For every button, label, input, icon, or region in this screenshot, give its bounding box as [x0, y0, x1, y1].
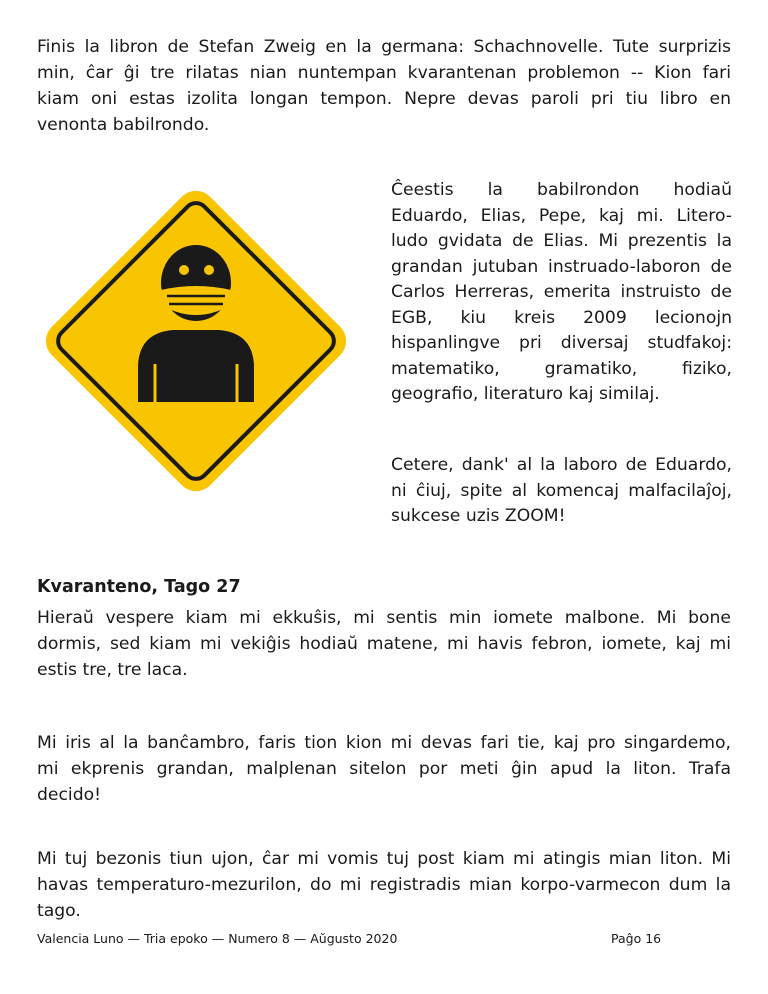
text-line: venonta babilrondo. — [37, 115, 210, 135]
intro-paragraph — [37, 34, 731, 138]
text-line: grandan jutuban instruado-laboron de — [391, 256, 732, 277]
text-line: EGB, kiu kreis 2009 lecionojn — [391, 307, 732, 328]
text-line: ni ĉiuj, spite al komencaj malfacilaĵoj, — [391, 480, 732, 501]
text-line: mi ekprenis grandan, malplenan sitelon por meti ĝin apud la liton. Trafa — [37, 759, 731, 779]
section-heading: Kvaranteno, Tago 27 — [37, 577, 241, 597]
diary-paragraph-2 — [37, 730, 731, 808]
footer-publication: Valencia Luno — Tria epoko — Numero 8 — Aŭgusto 2020 — [37, 931, 398, 946]
diary-paragraph-3 — [37, 846, 731, 924]
text-line: Eduardo, Elias, Pepe, kaj mi. Litero- — [391, 205, 732, 226]
side-paragraph-2 — [391, 453, 732, 530]
footer-page-number: Paĝo 16 — [611, 931, 662, 946]
text-line: Finis la libron de Stefan Zweig en la germana: Schachnovelle. Tute surprizis — [37, 37, 731, 57]
text-line: min, ĉar ĝi tre rilatas nian nuntempan kvarantenan problemon -- Kion fari — [37, 63, 731, 83]
diary-paragraph-1 — [37, 605, 731, 683]
text-line: Hieraŭ vespere kiam mi ekkuŝis, mi sentis min iomete malbone. Mi bone — [37, 608, 731, 628]
text-line: Ĉeestis la babilrondon hodiaŭ — [391, 180, 732, 200]
text-line: dormis, sed kiam mi vekiĝis hodiaŭ matene, mi havis febron, iomete, kaj mi — [37, 634, 731, 654]
text-line: geografio, literaturo kaj similaj. — [391, 384, 660, 404]
text-line: Cetere, dank' al la laboro de Eduardo, — [391, 455, 732, 475]
side-paragraph — [391, 178, 732, 408]
text-line: kiam oni estas izolita longan tempon. Nepre devas paroli pri tiu libro en — [37, 89, 731, 109]
text-line: estis tre, tre laca. — [37, 660, 188, 680]
masked-person-warning-sign-icon — [33, 178, 359, 504]
text-line: Mi tuj bezonis tiun ujon, ĉar mi vomis tuj post kiam mi atingis mian liton. Mi — [37, 849, 731, 869]
text-line: hispanlingve pri diversaj studfakoj: — [391, 333, 732, 353]
text-line: Mi iris al la banĉambro, faris tion kion mi devas fari tie, kaj pro singardemo, — [37, 733, 731, 753]
text-line: tago. — [37, 901, 81, 921]
person-eye-right — [204, 265, 214, 275]
text-line: havas temperaturo-mezurilon, do mi registradis mian korpo-varmecon dum la — [37, 875, 731, 895]
text-line: sukcese uzis ZOOM! — [391, 506, 566, 526]
text-line: ludo gvidata de Elias. Mi prezentis la — [391, 231, 732, 251]
text-line: matematiko, gramatiko, fiziko, — [391, 358, 732, 379]
person-eye-left — [179, 265, 189, 275]
text-line: Carlos Herreras, emerita instruisto de — [391, 282, 732, 302]
text-line: decido! — [37, 785, 102, 805]
